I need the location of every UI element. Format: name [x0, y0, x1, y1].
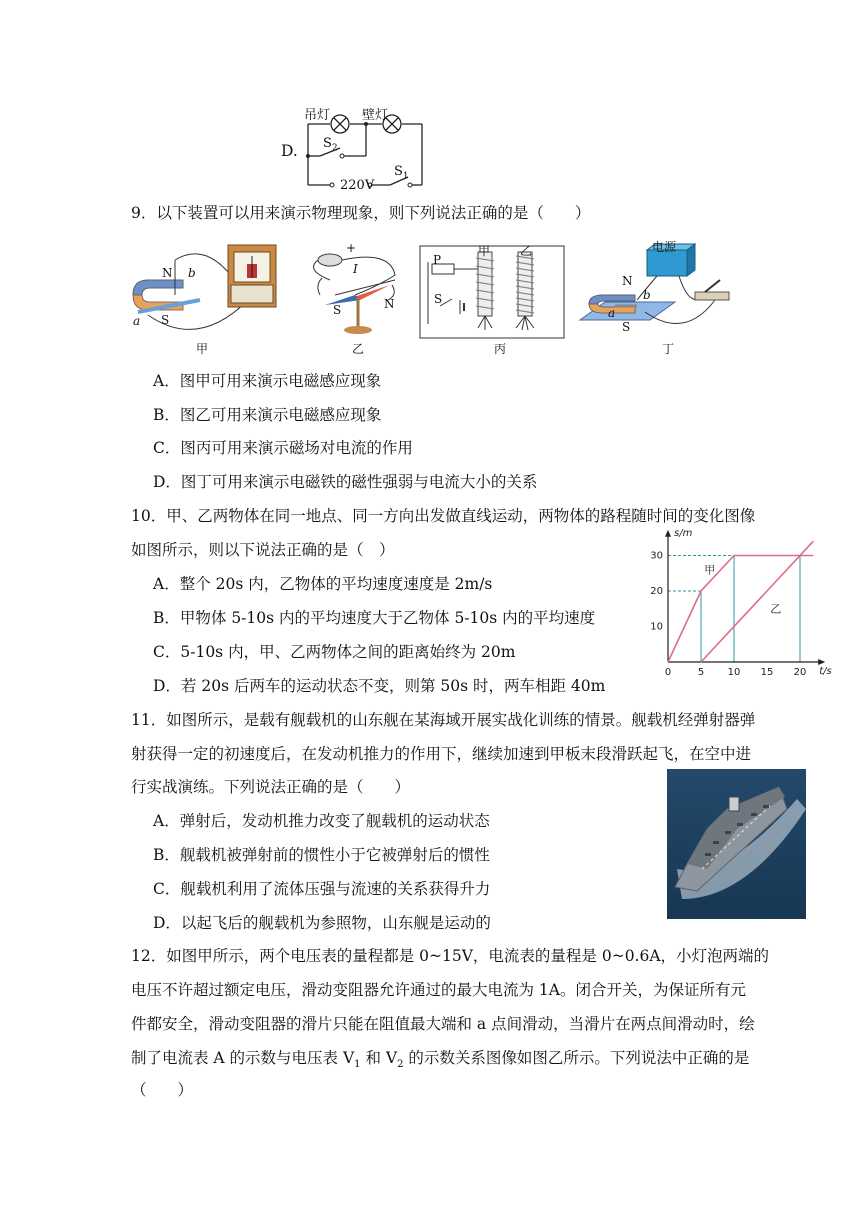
q9-jia-b: b	[188, 266, 196, 280]
q9-ding-caption: 丁	[662, 342, 675, 356]
q12-line3: 件都安全，滑动变阻器的滑片只能在阻值最大端和 a 点间滑动，当滑片在两点间滑动时，绘	[131, 1015, 755, 1033]
q11-option-a: A．弹射后，发动机推力改变了舰载机的运动状态	[153, 812, 490, 830]
series-line	[701, 541, 813, 662]
q9-ding-source: 电源	[652, 240, 677, 254]
q9-option-c: C．图丙可用来演示磁场对电流的作用	[153, 439, 413, 457]
q9-ding-a: a	[608, 306, 616, 320]
series-name-label: 乙	[770, 602, 782, 616]
q11-option-b: B．舰载机被弹射前的惯性小于它被弹射后的惯性	[153, 846, 490, 864]
q10-st-chart	[640, 528, 830, 676]
q10-stem-line1: 10．甲、乙两物体在同一地点、同一方向出发做直线运动，两物体的路程随时间的变化图像	[131, 507, 756, 525]
q9-yi-caption: 乙	[352, 342, 365, 356]
q9-bing-p: P	[433, 253, 442, 267]
q8-option-d-label: D.	[281, 142, 298, 160]
x-tick-label: 10	[727, 667, 741, 678]
q8-lamp2-label: 壁灯	[362, 108, 389, 123]
y-axis-arrow	[665, 530, 671, 537]
q9-yi-s: S	[333, 303, 342, 317]
q12-line2: 电压不许超过额定电压，滑动变阻器允许通过的最大电流为 1A。闭合开关，为保证所有元	[131, 981, 746, 999]
q9-figure-ding-illustration	[575, 240, 735, 340]
q9-ding-n: N	[622, 274, 633, 288]
q9-bing-yi: 乙	[520, 244, 533, 258]
q12-line5: （ ）	[131, 1081, 194, 1099]
q11-option-d: D．以起飞后的舰载机为参照物，山东舰是运动的	[153, 914, 491, 932]
series-name-label: 甲	[704, 563, 716, 577]
q10-option-b: B．甲物体 5-10s 内的平均速度大于乙物体 5-10s 内的平均速度	[153, 609, 596, 627]
q10-option-d: D．若 20s 后两车的运动状态不变，则第 50s 时，两车相距 40m	[153, 677, 606, 695]
q9-option-a: A．图甲可用来演示电磁感应现象	[153, 372, 382, 390]
q9-bing-jia: 甲	[478, 244, 491, 258]
q8-source-label: 220V	[340, 178, 375, 193]
q9-figure-jia-illustration	[128, 240, 280, 340]
q12-line1: 12．如图甲所示，两个电压表的量程都是 0~15V，电流表的量程是 0~0.6A，小灯泡两端的	[131, 947, 770, 965]
x-axis-arrow	[818, 659, 825, 665]
q9-stem: 9．以下装置可以用来演示物理现象，则下列说法正确的是（ ）	[131, 204, 591, 222]
q11-stem-line1: 11．如图所示，是载有舰载机的山东舰在某海域开展实战化训练的情景。舰载机经弹射器弹	[131, 711, 756, 729]
q11-carrier-photo	[667, 769, 806, 919]
y-tick-label: 10	[650, 621, 663, 633]
q12-line4: 制了电流表 A 的示数与电压表 $V_1$ 和 $V_2$ 的示数关系图像如图乙所示。下列说法中正确的是	[131, 1049, 750, 1071]
q11-option-c: C．舰载机利用了流体压强与流速的关系获得升力	[153, 880, 491, 898]
q9-ding-s: S	[622, 320, 631, 334]
q11-stem-line3: 行实战演练。下列说法正确的是（ ）	[131, 778, 411, 796]
q8-switch2-label: $S_2$	[323, 136, 338, 154]
q9-yi-plus: +	[346, 241, 357, 255]
q9-yi-n: N	[384, 297, 395, 311]
y-axis-label: s/m	[674, 527, 693, 539]
q9-option-b: B．图乙可用来演示电磁感应现象	[153, 406, 382, 424]
y-tick-label: 30	[650, 550, 663, 562]
q9-bing-caption: 丙	[494, 342, 507, 356]
q9-jia-a: a	[133, 314, 141, 328]
q9-figure-yi-illustration	[300, 240, 410, 340]
q9-jia-n: N	[162, 266, 173, 280]
x-tick-label: 15	[760, 667, 774, 678]
x-axis-label: t/s	[819, 666, 832, 677]
q9-bing-s: S	[434, 292, 443, 306]
y-tick-label: 20	[650, 586, 663, 597]
q11-stem-line2: 射获得一定的初速度后，在发动机推力的作用下，继续加速到甲板末段滑跃起飞，在空中进	[131, 745, 752, 763]
x-tick-label: 20	[793, 667, 807, 678]
q8-lamp1-label: 吊灯	[304, 108, 331, 123]
x-tick-label: 0	[664, 667, 672, 678]
series-line	[668, 556, 813, 663]
q10-option-a: A．整个 20s 内，乙物体的平均速度速度是 2m/s	[153, 575, 493, 593]
q9-yi-i: I	[353, 262, 358, 276]
q10-stem-line2: 如图所示，则以下说法正确的是（ ）	[131, 541, 395, 559]
x-tick-label: 5	[697, 667, 705, 678]
q8-switch1-label: $S_1$	[394, 164, 409, 182]
q10-option-c: C．5-10s 内，甲、乙两物体之间的距离始终为 20m	[153, 643, 516, 661]
q9-jia-s: S	[161, 313, 170, 327]
q9-option-d: D．图丁可用来演示电磁铁的磁性强弱与电流大小的关系	[153, 473, 538, 491]
q9-ding-b: b	[643, 288, 651, 302]
q9-jia-caption: 甲	[196, 342, 209, 356]
